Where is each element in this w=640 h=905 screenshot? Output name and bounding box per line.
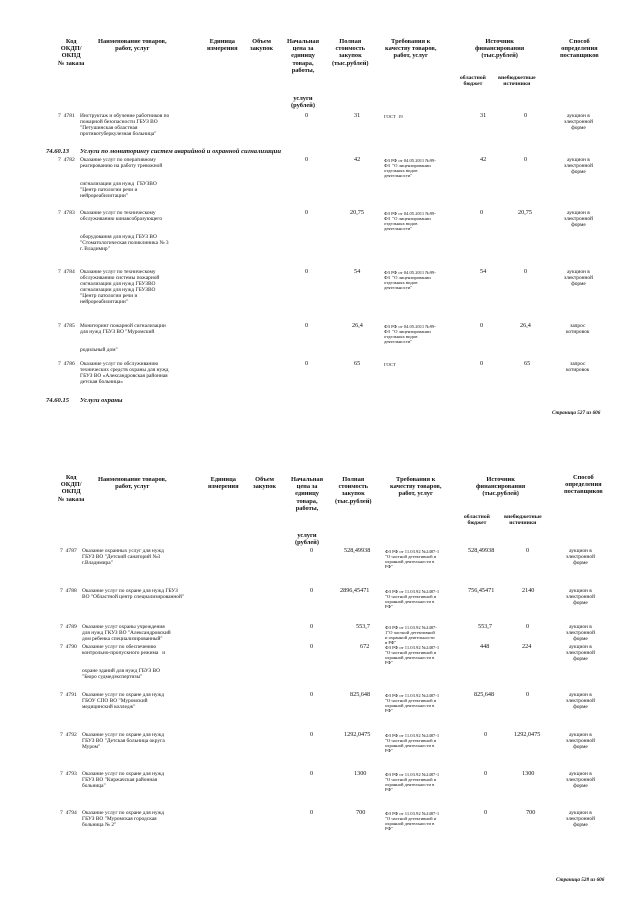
row-regional: 31	[480, 112, 487, 119]
row-requirements: ФЗ РФ от 04.05.2011 №99- ФЗ "О лицензировании отдельных видов деятельности"	[384, 158, 436, 179]
row-requirements: ФЗ РФ от 11.03.92 №2487-1 "О частной детективной и охранной деятельности в РФ"	[385, 549, 440, 570]
row-requirements: ГОСТ	[384, 362, 396, 367]
row-requirements: ФЗ РФ от 11.03.92 №2487- 1"О частной детективной и охранной деятельности в РФ"	[385, 625, 437, 646]
row-init-price: 0	[310, 770, 314, 777]
row-total: 1292,0475	[344, 731, 371, 738]
header-volume: Объем закупок	[250, 38, 274, 53]
row-name: Оказание услуг по охране для нужд ГБУЗ ВО "Киржачская районная больница"	[82, 771, 165, 790]
row-code: 7 4782	[58, 157, 75, 163]
row-code: 7 4787	[60, 548, 77, 554]
page-footer: Страница 528 из 606	[556, 877, 605, 883]
row-total: 528,49938	[344, 547, 371, 554]
row-init-price: 0	[310, 623, 314, 630]
row-init-price: 0	[305, 156, 309, 163]
row-method: аукцион в электронной форме	[566, 692, 596, 711]
section-title: Услуги охраны	[80, 397, 123, 404]
row-code: 7 4785	[58, 323, 75, 329]
row-regional: 756,45471	[468, 587, 495, 594]
row-method: запрос котировок	[566, 361, 590, 374]
row-init-price: 0	[305, 360, 309, 367]
row-requirements: ФЗ РФ от 04.05.2011 №99- ФЗ "О лицензировании отдельных видов деятельности"	[384, 270, 436, 291]
header-offbudget: внебюджетные источники	[498, 75, 536, 88]
row-requirements: ФЗ РФ от 11.03.92 №2487-1 "О частной детективной и охранной деятельности в РФ"	[385, 772, 440, 793]
row-total: 700	[356, 809, 366, 816]
header-regional: областной бюджет	[464, 514, 490, 527]
row-name: Мониторинг пожарной сигнализации для нужд ГБУЗ ВО "Муромский родильный дом"	[80, 323, 166, 354]
row-code: 7 4793	[60, 771, 77, 777]
row-requirements: ГОСТ 19	[384, 114, 403, 119]
row-offbudget: 0	[526, 547, 530, 554]
row-offbudget: 0	[524, 112, 528, 119]
row-method: аукцион в электронной форме	[564, 269, 594, 288]
row-name: Оказание услуг по обслуживанию технических средств охраны для нужд ГБУЗ ВО «Александровская районная детская больница»	[80, 361, 169, 386]
row-regional: 448	[480, 643, 490, 650]
row-code: 7 4786	[58, 361, 75, 367]
header-finance: Источник финансирования (тыс.рублей)	[476, 476, 526, 498]
row-regional: 825,648	[474, 691, 495, 698]
row-total: 26,4	[352, 322, 363, 329]
row-offbudget: 0	[526, 623, 530, 630]
row-method: аукцион в электронной форме	[566, 732, 596, 751]
header-init-price: Начальная цена за единицу товара, работы,	[291, 476, 324, 512]
row-init-price: 0	[305, 209, 309, 216]
header-init-price: Начальная цена за единицу товара, работы,	[287, 38, 320, 74]
row-name: Оказание услуг охраны учреждения для нужд ГКУЗ ВО "Александровский дом ребенка специализированный"	[82, 624, 171, 643]
row-method: аукцион в электронной форме	[566, 810, 596, 829]
row-requirements: ФЗ РФ от 11.03.92 №2487-1 "О частной детективной и охранной деятельности в РФ"	[385, 693, 440, 714]
row-total: 1300	[354, 770, 367, 777]
row-method: аукцион в электронной форме	[566, 644, 596, 663]
row-total: 2896,45471	[340, 587, 370, 594]
row-total: 42	[354, 156, 361, 163]
header-name: Наименование товаров, работ, услуг	[98, 476, 167, 491]
header-finance: Источник финансирования (тыс.рублей)	[475, 38, 525, 60]
row-total: 20,75	[350, 209, 364, 216]
row-regional: 0	[484, 731, 488, 738]
row-total: 65	[354, 360, 361, 367]
row-requirements: ФЗ РФ от 11.03.92 №2487-1 "О частной детективной и охранной деятельности в РФ"	[385, 811, 440, 832]
row-offbudget: 26,4	[520, 322, 531, 329]
header-volume: Объем закупок	[253, 476, 277, 491]
row-init-price: 0	[310, 809, 314, 816]
row-requirements: ФЗ РФ от 11.03.92 №2487-1 "О частной детективной и охранной деятельности в РФ"	[385, 645, 440, 666]
row-code: 7 4790	[60, 644, 77, 650]
row-offbudget: 1292,0475	[514, 731, 541, 738]
header-total: Полная стоимость закупок (тыс.рублей)	[332, 38, 369, 67]
row-total: 553,7	[356, 623, 370, 630]
row-name: Оказание услуг по охране для нужд ГБУЗ ВО "Областной центр специализированной"	[82, 588, 185, 601]
row-offbudget: 224	[522, 643, 532, 650]
row-offbudget: 1300	[522, 770, 535, 777]
row-name: Оказание услуг по охране для нужд ГБУЗ ВО "Детская больница округа Муром"	[82, 732, 165, 751]
row-init-price: 0	[305, 112, 309, 119]
row-init-price: 0	[310, 691, 314, 698]
row-code: 7 4784	[58, 269, 75, 275]
row-regional: 0	[480, 360, 484, 367]
header-total: Полная стоимость закупок (тыс.рублей)	[335, 476, 372, 505]
page-527	[0, 0, 640, 452]
header-quality: Требования к качеству товаров, работ, услуг	[385, 38, 437, 60]
row-total: 31	[354, 112, 361, 119]
row-init-price: 0	[310, 643, 314, 650]
row-requirements: ФЗ РФ от 04.05.2011 №99- ФЗ "О лицензировании отдельных видов деятельности"	[384, 211, 436, 232]
row-code: 7 4781	[58, 113, 75, 119]
header-code: Код ОКДП/ ОКПД № заказа	[58, 38, 85, 67]
row-name: Оказание услуг по оперативному реагированию на работу тревожной сигнализации для нужд ГБУЗВО "Центр патологии речи и нейрореабилитации"	[80, 157, 163, 200]
row-regional: 0	[484, 809, 488, 816]
header-services: услуги (рублей)	[295, 532, 319, 547]
header-name: Наименование товаров, работ, услуг	[98, 38, 167, 53]
row-name: Инструктаж и обучение работников по пожарной безопасности ГБУЗ ВО "Петушинская областная противотуберкулезная больница"	[80, 113, 170, 138]
header-offbudget: внебюджетные источники	[504, 514, 542, 527]
row-method: запрос котировок	[566, 323, 590, 336]
header-method: Способ определения поставщиков	[564, 474, 603, 496]
row-regional: 42	[480, 156, 487, 163]
row-offbudget: 20,75	[518, 209, 532, 216]
row-offbudget: 65	[524, 360, 531, 367]
row-offbudget: 2140	[522, 587, 535, 594]
row-method: аукцион в электронной форме	[564, 210, 594, 229]
row-name: Оказание услуг по обеспечению контрольно-пропускного режима и охране зданий для нужд ГБУЗ ВО "Бюро судмедэкспертизы"	[82, 644, 166, 681]
row-regional: 0	[480, 209, 484, 216]
header-services: услуги (рублей)	[291, 95, 315, 110]
section-code: 74.60.13	[46, 148, 70, 155]
section-code: 74.60.15	[46, 397, 70, 404]
row-code: 7 4788	[60, 588, 77, 594]
row-offbudget: 0	[524, 156, 528, 163]
row-method: аукцион в электронной форме	[566, 624, 596, 643]
row-requirements: ФЗ РФ от 11.03.92 №2487-1 "О частной детективной и охранной деятельности в РФ"	[385, 733, 440, 754]
row-code: 7 4794	[60, 810, 77, 816]
page-footer: Страница 527 из 606	[552, 410, 601, 416]
row-code: 7 4789	[60, 624, 77, 630]
row-regional: 0	[480, 322, 484, 329]
row-total: 672	[360, 643, 370, 650]
row-init-price: 0	[305, 268, 309, 275]
header-quality: Требования к качеству товаров, работ, услуг	[390, 476, 442, 498]
row-method: аукцион в электронной форме	[564, 113, 594, 132]
row-total: 54	[354, 268, 361, 275]
header-code: Код ОКДП/ ОКПД № заказа	[58, 474, 85, 503]
row-init-price: 0	[310, 731, 314, 738]
row-name: Оказание услуг по техническому обслуживанию кинавсобразующего оборудования для нужд ГБУЗ ВО "Стоматологическая поликлиника № 3 г. Владимир"	[80, 210, 169, 253]
row-name: Оказание услуг по охране для нужд ГБОУ СПО ВО "Муромский медицинский колледж"	[82, 692, 165, 711]
row-regional: 553,7	[478, 623, 492, 630]
row-requirements: ФЗ РФ от 04.05.2011 №99- ФЗ "О лицензировании отдельных видов деятельности"	[384, 324, 436, 345]
header-unit: Единица измерения	[207, 38, 238, 53]
row-init-price: 0	[310, 547, 314, 554]
row-init-price: 0	[305, 322, 309, 329]
row-method: аукцион в электронной форме	[566, 548, 596, 567]
row-code: 7 4792	[60, 732, 77, 738]
page-528	[0, 452, 640, 905]
section-title: Услуги по мониторингу систем аварийной и охранной сигнализации	[80, 148, 282, 155]
row-code: 7 4791	[60, 692, 77, 698]
row-requirements: ФЗ РФ от 11.03.92 №2487-1 "О частной детективной и охранной деятельности в РФ"	[385, 589, 440, 610]
row-init-price: 0	[310, 587, 314, 594]
row-method: аукцион в электронной форме	[566, 771, 596, 790]
row-name: Оказание услуг по охране для нужд ГБУЗ ВО "Муромская городская больница № 2"	[82, 810, 165, 829]
row-name: Оказание услуг по техническому обслуживанию системы пожарной сигнализации для нужд ГБУЗВО сигнализации для нужд ГБУЗВО "Центр патологии речи и нейрореабилитации"	[80, 269, 160, 306]
row-regional: 54	[480, 268, 487, 275]
header-method: Способ определения поставщиков	[560, 38, 599, 60]
row-offbudget: 0	[524, 268, 528, 275]
row-method: аукцион в электронной форме	[566, 588, 596, 607]
row-method: аукцион в электронной форме	[564, 157, 594, 176]
row-regional: 0	[484, 770, 488, 777]
row-code: 7 4783	[58, 210, 75, 216]
header-unit: Единица измерения	[208, 476, 239, 491]
row-name: Оказание охранных услуг для нужд ГБУЗ ВО "Детский санаторий №3 г.Владимира"	[82, 548, 164, 567]
row-total: 825,648	[350, 691, 371, 698]
row-offbudget: 700	[526, 809, 536, 816]
row-regional: 528,49938	[468, 547, 495, 554]
row-offbudget: 0	[526, 691, 530, 698]
header-regional: областной бюджет	[460, 75, 486, 88]
